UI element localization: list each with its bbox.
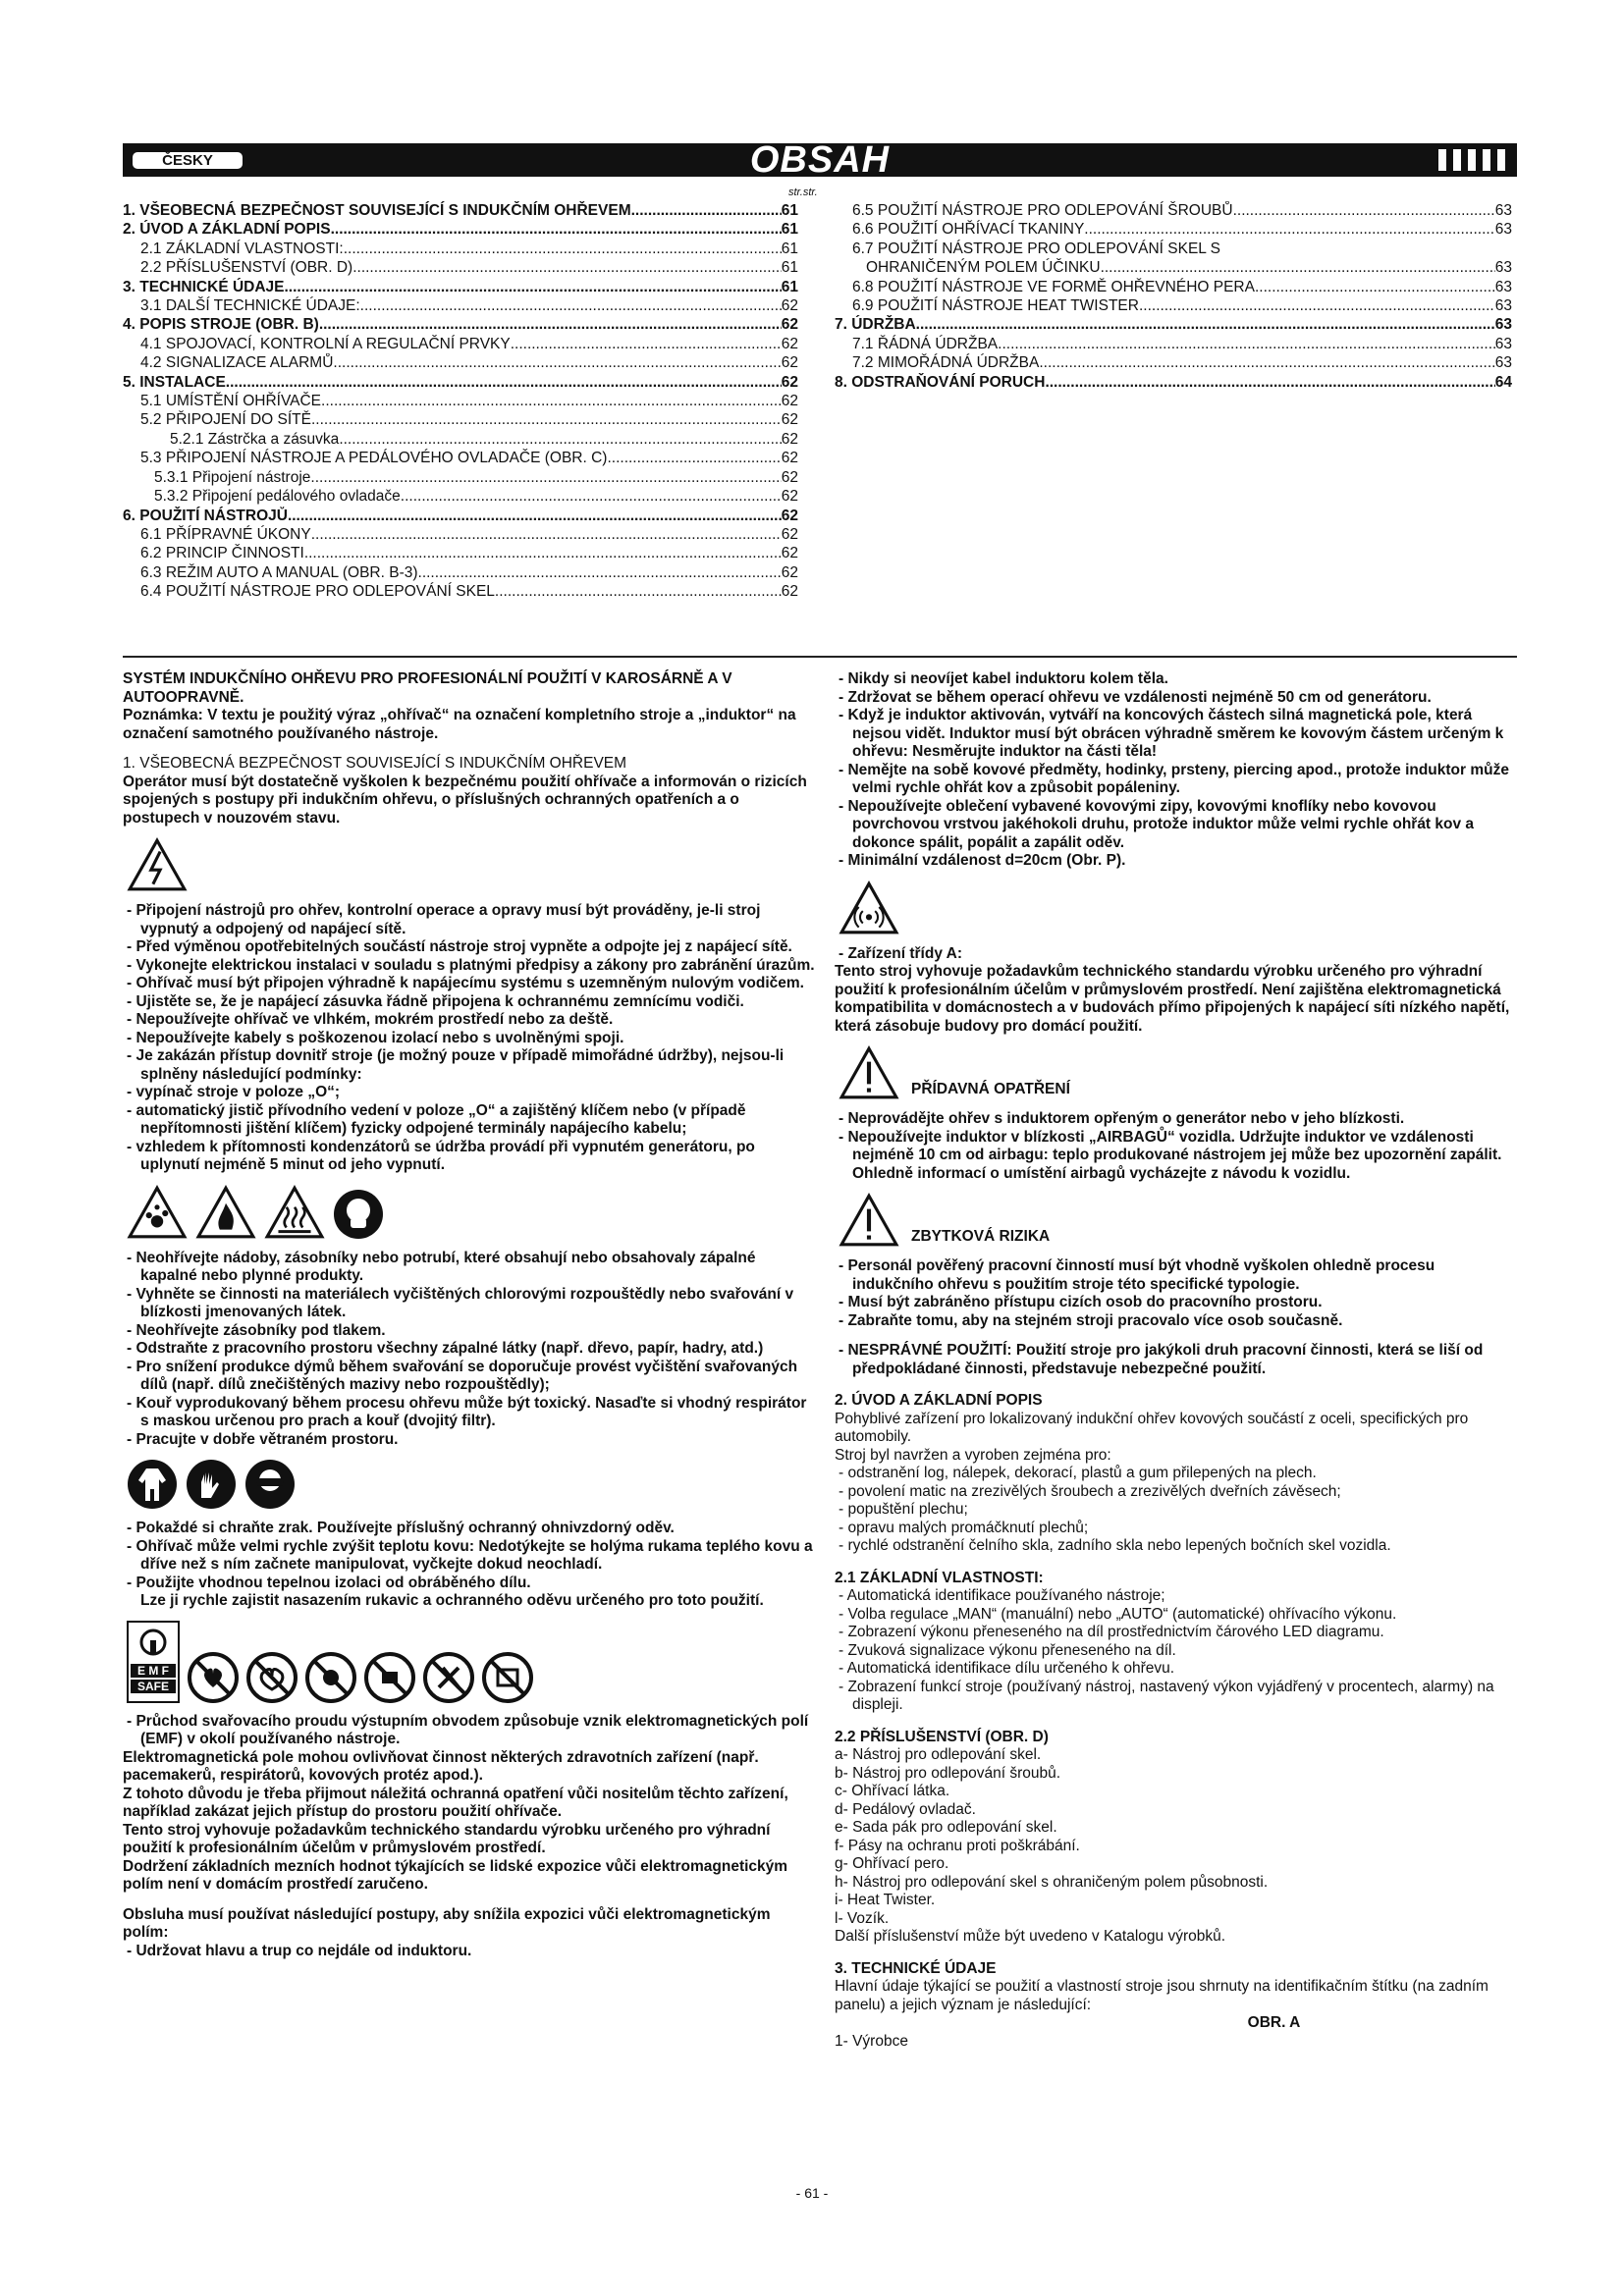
list-item: - Volba regulace „MAN“ (manuální) nebo „AUTO“ (automatické) ohřívacího výkonu. — [839, 1605, 1397, 1623]
no-heart-device-icon — [246, 1652, 298, 1703]
toc-leader-dots — [1255, 278, 1495, 296]
toc-entry — [123, 258, 798, 277]
list-item: - Zdržovat se během operací ohřevu ve vzdálenosti nejméně 50 cm od generátoru. — [839, 688, 1432, 706]
toc-entry — [123, 240, 798, 258]
list-item: - Nepoužívejte ohřívač ve vlhkém, mokrém prostředí nebo za deště. — [127, 1011, 614, 1028]
warning-heading: ZBYTKOVÁ RIZIKA — [911, 1227, 1051, 1245]
toc-entry-page: 63 — [1494, 259, 1512, 277]
toc-entry-page: 64 — [1494, 373, 1512, 391]
toc-leader-dots — [495, 582, 782, 601]
toc-leader-dots — [311, 525, 782, 544]
electric-shock-warning-icon — [127, 837, 188, 892]
list-item: - Musí být zabráněno přístupu cizích osob do pracovního prostoru. — [839, 1294, 1323, 1310]
toc-entry-label: 6.5 POUŽITÍ NÁSTROJE PRO ODLEPOVÁNÍ ŠROUBŮ — [852, 202, 1233, 219]
toc-entry-label: 5.3.2 Připojení pedálového ovladače — [154, 488, 401, 506]
paragraph: Poznámka: V textu je použitý výraz „ohřívač“ na označení kompletního stroje a „induktor“ na označení samotného používaného nástroje. — [123, 707, 796, 742]
safety-icons — [839, 881, 1517, 935]
spacer — [835, 1330, 1517, 1342]
toc-entry-page: 62 — [781, 488, 798, 506]
toc-entry — [835, 373, 1512, 392]
list-item: - Kouř vyprodukovaný během procesu ohřevu může být toxický. Nasaďte si vhodný respirátor s maskou určenou pro prach a kouř (dvojitý filtr). — [127, 1394, 807, 1429]
list-item: - popuštění plechu; — [839, 1501, 968, 1518]
list-item: - Vyhněte se činnosti na materiálech vyčištěných chlorovými rozpouštědly nebo svařování v blízkosti jmenovaných látek. — [127, 1285, 794, 1320]
list-item: - Zobrazení výkonu přeneseného na díl prostřednictvím čárového LED diagramu. — [839, 1624, 1384, 1640]
toc-leader-dots — [310, 468, 781, 487]
paragraph: Tento stroj vyhovuje požadavkům technického standardu výrobku určeného pro výhradní použití k profesionálním účelům v průmyslovém prostředí. Není zajištěna elektromagnetická kompatibilita v domácnostech a v budovách přímo připojených k napájecí síti nízkého napětí, která zásobuje budovy pro domácí použití. — [835, 963, 1510, 1035]
section-divider — [123, 656, 1517, 658]
toc-leader-dots — [352, 258, 782, 277]
safety-icons — [127, 1185, 815, 1240]
toc-entry-label: 6. POUŽITÍ NÁSTROJŮ — [123, 507, 288, 524]
toc-entry-page: 62 — [781, 507, 798, 524]
list-item: - Udržovat hlavu a trup co nejdále od induktoru. — [127, 1942, 472, 1959]
toc-entry-page: 61 — [781, 240, 798, 257]
toc-entry-label: 2. ÚVOD A ZÁKLADNÍ POPIS — [123, 221, 331, 239]
toc-entry — [123, 487, 798, 506]
toc-entry — [835, 296, 1512, 315]
list-item: - Pro snížení produkce dýmů během svařování se doporučuje provést vyčištění svařovaných dílů (např. dílů znečištěných mazivy nebo rozpouštědly); — [127, 1358, 798, 1393]
toc-leader-dots — [1084, 220, 1494, 239]
toc-leader-dots — [1045, 373, 1494, 392]
list-item: - odstranění log, nálepek, dekorací, plastů a gum přilepených na plech. — [839, 1465, 1317, 1481]
toc-entry — [835, 220, 1512, 239]
toc-entry-label: 5. INSTALACE — [123, 373, 226, 391]
list-item: - Nepoužívejte induktor v blízkosti „AIRBAGŮ“ vozidla. Udržujte induktor ve vzdálenosti nejméně 10 cm od airbagu: teplo produkované nástrojem jej může bez upozornění zapálit. Ohledně informací o umístění airbagů vycházejte z návodu k vozidlu. — [839, 1128, 1502, 1182]
no-watches-icon — [364, 1652, 415, 1703]
svg-text:SAFE: SAFE — [136, 1679, 170, 1693]
list-item: - Automatická identifikace používaného nástroje; — [839, 1587, 1165, 1604]
flammable-warning-icon — [195, 1185, 256, 1240]
no-metal-implants-icon — [305, 1652, 356, 1703]
list-item: - Zvuková signalizace výkonu přeneseného na díl. — [839, 1641, 1176, 1659]
list-item: - Zařízení třídy A: — [839, 944, 963, 962]
list-item: - Odstraňte z pracovního prostoru všechny zápalné látky (např. dřevo, papír, hadry, atd.) — [127, 1340, 764, 1357]
toc-entry-label: 5.2 PŘIPOJENÍ DO SÍTĚ — [140, 411, 311, 429]
toc-leader-dots — [333, 353, 781, 372]
toc-entry — [835, 335, 1512, 353]
list-item: - Neohřívejte nádoby, zásobníky nebo potrubí, které obsahují nebo obsahovaly zápalné kapalné nebo plynné produkty. — [127, 1249, 756, 1284]
list-item: - Ohřívač může velmi rychle zvýšit teplotu kovu: Nedotýkejte se holýma rukama teplého kovu a dříve než s ním začnete manipulovat, vyčkejte dokud neochladí. — [127, 1537, 813, 1573]
toc-entry — [123, 507, 798, 525]
toc-entry — [835, 240, 1512, 258]
list-item: - Ujistěte se, že je napájecí zásuvka řádně připojena k ochrannému zemnícímu vodiči. — [127, 992, 744, 1010]
section-heading: 2.1 ZÁKLADNÍ VLASTNOSTI: — [835, 1569, 1044, 1586]
list-item: - vypínač stroje v poloze „O“; — [127, 1084, 341, 1100]
paragraph: e- Sada pák pro odlepování skel. — [835, 1819, 1057, 1836]
page-number: - 61 - — [795, 2185, 829, 2201]
paragraph: 1- Výrobce — [835, 2032, 908, 2050]
paragraph: c- Ohřívací látka. — [835, 1783, 950, 1799]
toc-entry — [835, 278, 1512, 296]
toc-entry-label: 2.1 ZÁKLADNÍ VLASTNOSTI: — [140, 240, 344, 257]
list-item: - Neohřívejte zásobníky pod tlakem. — [127, 1321, 386, 1339]
gloves-mandatory-icon — [186, 1459, 237, 1510]
safety-icons — [127, 837, 815, 892]
toc-leader-dots — [344, 240, 782, 258]
list-item: - automatický jistič přívodního vedení v poloze „O“ a zajištěný klíčem nebo (v případě nepřítomnosti jištění klíčem) fyzicky odpojené terminály napájecího kabelu; — [127, 1101, 746, 1137]
toc-entry-label: 7.2 MIMOŘÁDNÁ ÚDRŽBA — [852, 354, 1040, 372]
list-item: - Když je induktor aktivován, vytváří na koncových částech silná magnetická pole, která nejsou vidět. Induktor musí být obrácen výhradně směrem ke kovovým částem určeným k ohřevu: Nesměrujte induktor na části těla! — [839, 707, 1504, 760]
toc-entry-label: 8. ODSTRAŇOVÁNÍ PORUCH — [835, 373, 1046, 391]
svg-text:E M F: E M F — [137, 1663, 169, 1678]
toc-entry-label: 2.2 PŘÍSLUŠENSTVÍ (OBR. D) — [140, 259, 353, 277]
list-item: - Použijte vhodnou tepelnou izolaci od obráběného dílu. — [127, 1574, 531, 1591]
paragraph: i- Heat Twister. — [835, 1892, 936, 1908]
toc-entry-page: 63 — [1494, 316, 1512, 334]
toc-leader-dots — [916, 315, 1495, 334]
list-item: - opravu malých promáčknutí plechů; — [839, 1519, 1089, 1536]
toc-entry-label: 6.9 POUŽITÍ NÁSTROJE HEAT TWISTER — [852, 297, 1139, 315]
toc-entry-label: 4. POPIS STROJE (OBR. B) — [123, 316, 319, 334]
toc-entry-page: 61 — [781, 259, 798, 277]
toc-leader-dots — [339, 430, 781, 449]
toc-entry — [123, 201, 798, 220]
spacer — [123, 743, 815, 755]
list-item: - Personál pověřený pracovní činností musí být vhodně vyškolen ohledně procesu indukčního ohřevu s použitím stroje této specifické typologie. — [839, 1257, 1435, 1293]
toc-entry-page: 62 — [781, 468, 798, 486]
toc-leader-dots — [288, 507, 782, 525]
paragraph: h- Nástroj pro odlepování skel s ohraničeným polem působnosti. — [835, 1873, 1269, 1891]
toc-leader-dots — [607, 449, 781, 467]
paragraph: b- Nástroj pro odlepování šroubů. — [835, 1764, 1061, 1782]
toc-entry-page: 62 — [781, 563, 798, 581]
toc-leader-dots — [1233, 201, 1495, 220]
toc-entry-label: 6.8 POUŽITÍ NÁSTROJE VE FORMĚ OHŘEVNÉHO PERA — [852, 278, 1255, 295]
safety-icons — [127, 1621, 815, 1703]
toc-entry-page: 62 — [781, 335, 798, 352]
toc-entry — [123, 563, 798, 582]
toc-leader-dots — [285, 278, 782, 296]
toc-entry — [835, 201, 1512, 220]
toc-entry-page: 62 — [781, 525, 798, 543]
paragraph: SYSTÉM INDUKČNÍHO OHŘEVU PRO PROFESIONÁLNÍ POUŽITÍ V KAROSÁRNĚ A V AUTOOPRAVNĚ. — [123, 670, 732, 706]
toc-leader-dots — [401, 487, 782, 506]
list-item: - Vykonejte elektrickou instalaci v souladu s platnými předpisy a zákony pro zabránění úrazům. — [127, 956, 815, 974]
toc-entry — [123, 410, 798, 429]
explosion-warning-icon — [127, 1185, 188, 1240]
toc-leader-dots — [998, 335, 1495, 353]
toc-leader-dots — [319, 315, 782, 334]
toc-entry-label: 6.3 REŽIM AUTO A MANUAL (OBR. B-3) — [140, 563, 418, 581]
list-item: - NESPRÁVNÉ POUŽITÍ: Použití stroje pro jakýkoli druh pracovní činnosti, která se liší od předpokládané činnosti, představuje nebezpečné použití. — [839, 1342, 1484, 1377]
list-item: - Zabraňte tomu, aby na stejném stroji pracovalo více osob současně. — [839, 1311, 1343, 1329]
toc-entry — [123, 278, 798, 296]
list-item: - povolení matic na zrezivělých šroubech a zrezivělých dveřních závěsech; — [839, 1482, 1341, 1500]
paragraph: Dodržení základních mezních hodnot týkajících se lidské expozice vůči elektromagnetickým polím není v domácím prostředí zaručeno. — [123, 1857, 788, 1893]
toc-entry-page: 61 — [781, 221, 798, 239]
toc-entry — [123, 392, 798, 410]
spacer — [123, 1895, 815, 1906]
toc-entry — [835, 258, 1512, 277]
paragraph: 1. VŠEOBECNÁ BEZPEČNOST SOUVISEJÍCÍ S INDUKČNÍM OHŘEVEM — [123, 755, 627, 772]
toc-entry-page: 62 — [781, 430, 798, 448]
page-title: OBSAH — [749, 139, 891, 181]
right-column — [835, 670, 1517, 2051]
toc-entry-page: 63 — [1494, 202, 1512, 219]
safety-icons — [127, 1459, 815, 1510]
protective-clothing-mandatory-icon — [127, 1459, 178, 1510]
list-item: - Pokaždé si chraňte zrak. Používejte příslušný ochranný ohnivzdorný oděv. — [127, 1520, 675, 1536]
emf-safe-badge-icon — [127, 1621, 180, 1703]
toc-entry — [123, 544, 798, 562]
toc-entry — [123, 373, 798, 392]
toc-entry — [123, 582, 798, 601]
list-item: - Připojení nástrojů pro ohřev, kontrolní operace a opravy musí být prováděny, je-li stroj vypnutý a odpojený od napájecí sítě. — [127, 902, 761, 937]
toc-entry-page: 62 — [781, 354, 798, 372]
list-item: - Neprovádějte ohřev s induktorem opřeným o generátor nebo v jeho blízkosti. — [839, 1110, 1405, 1127]
list-item: - Nikdy si neovíjet kabel induktoru kolem těla. — [839, 670, 1168, 687]
no-magnetic-cards-icon — [482, 1652, 533, 1703]
toc-entry-label: 5.1 UMÍSTĚNÍ OHŘÍVAČE — [140, 393, 322, 410]
toc-entry — [123, 449, 798, 467]
paragraph: Elektromagnetická pole mohou ovlivňovat činnost některých zdravotních zařízení (např. pacemakerů, respirátorů, kovových protéz apod.). — [123, 1748, 759, 1784]
toc-leader-dots — [360, 296, 782, 315]
respirator-mandatory-icon — [333, 1189, 384, 1240]
toc-left — [123, 201, 798, 602]
safety-icons — [839, 1193, 1517, 1248]
paragraph: Z tohoto důvodu je třeba přijmout náležitá ochranná opatření vůči nositelům těchto zařízení, například zakázat jejich přístup do prostoru použití ohřívače. — [123, 1785, 788, 1820]
section-heading: 3. TECHNICKÉ ÚDAJE — [835, 1959, 997, 1977]
paragraph: Operátor musí být dostatečně vyškolen k bezpečnému použití ohřívače a informován o rizicích spojených s postupy při indukčním ohřevu, o příslušných ochranných opatřeních a o postupech v nouzovém stavu. — [123, 773, 807, 827]
paragraph: g- Ohřívací pero. — [835, 1855, 949, 1872]
toc-entry-label: OHRANIČENÝM POLEM ÚČINKU — [866, 259, 1101, 277]
list-item: - Průchod svařovacího proudu výstupním obvodem způsobuje vznik elektromagnetických polí (EMF) v okolí používaného nástroje. — [127, 1712, 809, 1747]
toc-entry-label: 3. TECHNICKÉ ÚDAJE — [123, 278, 285, 295]
list-item: - vzhledem k přítomnosti kondenzátorů se údržba provádí při vypnutém generátoru, po uplynutí nejméně 5 minut od jeho vypnutí. — [127, 1138, 755, 1173]
paragraph: OBR. A — [1247, 2014, 1301, 2031]
list-item: - Před výměnou opotřebitelných součástí nástroje stroj vypněte a odpojte jej z napájecí sítě. — [127, 938, 792, 955]
toc-entry-page: 62 — [781, 583, 798, 601]
paragraph: f- Pásy na ochranu proti poškrábání. — [835, 1837, 1080, 1854]
page-column-label: str.str. — [788, 187, 818, 198]
toc-entry-page: 63 — [1494, 354, 1512, 372]
toc-entry — [123, 296, 798, 315]
toc-entry-label: 4.2 SIGNALIZACE ALARMŮ — [140, 354, 334, 372]
toc-right — [835, 201, 1512, 392]
list-item: - Nemějte na sobě kovové předměty, hodinky, prsteny, piercing apod., protože induktor může velmi rychle ohřát kov a způsobit popáleniny. — [839, 761, 1509, 796]
header-bar — [123, 139, 1517, 181]
toc-entry — [123, 315, 798, 334]
toc-entry-label: 6.7 POUŽITÍ NÁSTROJE PRO ODLEPOVÁNÍ SKEL S — [852, 240, 1220, 257]
toc-entry — [835, 353, 1512, 372]
toc-entry-page: 62 — [781, 316, 798, 334]
toc-entry-page: 62 — [781, 393, 798, 410]
toc-entry-label: 6.4 POUŽITÍ NÁSTROJE PRO ODLEPOVÁNÍ SKEL — [140, 583, 495, 601]
toc-leader-dots — [1139, 296, 1495, 315]
header-bars-decoration — [1438, 149, 1505, 171]
toc-entry-label: 6.2 PRINCIP ČINNOSTI — [140, 545, 304, 562]
paragraph: Lze ji rychle zajistit nasazením rukavic a ochranného oděvu určeného pro toto použití. — [140, 1592, 764, 1609]
toc-entry-label: 4.1 SPOJOVACÍ, KONTROLNÍ A REGULAČNÍ PRVKY — [140, 335, 511, 352]
toc-entry-page: 63 — [1494, 297, 1512, 315]
toc-entry — [835, 315, 1512, 334]
warning-icon — [839, 1045, 899, 1100]
warning-icon — [839, 1193, 899, 1248]
toc-leader-dots — [311, 410, 782, 429]
toc-leader-dots — [1039, 353, 1494, 372]
paragraph: Tento stroj vyhovuje požadavkům technického standardu výrobku určeného pro výhradní použití k profesionálním účelům v průmyslovém prostředí. — [123, 1821, 771, 1856]
left-column — [123, 670, 815, 1960]
toc-leader-dots — [304, 544, 782, 562]
toc-leader-dots — [631, 201, 782, 220]
toc-leader-dots — [511, 335, 782, 353]
eye-protection-mandatory-icon — [244, 1459, 296, 1510]
toc-entry-page: 63 — [1494, 335, 1512, 352]
toc-entry-label: 5.2.1 Zástrčka a zásuvka — [170, 430, 340, 448]
no-pacemaker-icon — [188, 1652, 239, 1703]
toc-entry-label: 7.1 ŘÁDNÁ ÚDRŽBA — [852, 335, 999, 352]
toc-leader-dots — [331, 220, 782, 239]
paragraph: l- Vozík. — [835, 1909, 890, 1927]
toc-entry-label: 3.1 DALŠÍ TECHNICKÉ ÚDAJE: — [140, 297, 360, 315]
paragraph: a- Nástroj pro odlepování skel. — [835, 1746, 1042, 1763]
toc-leader-dots — [321, 392, 782, 410]
section-heading: 2.2 PŘÍSLUŠENSTVÍ (OBR. D) — [835, 1728, 1049, 1745]
paragraph: Další příslušenství může být uvedeno v Katalogu výrobků. — [835, 1928, 1226, 1945]
toc-entry-page: 62 — [781, 545, 798, 562]
list-item: - Ohřívač musí být připojen výhradně k napájecímu systému s uzemněným nulovým vodičem. — [127, 975, 804, 991]
toc-entry-page: 63 — [1494, 278, 1512, 295]
list-item: - Minimální vzdálenost d=20cm (Obr. P). — [839, 852, 1126, 869]
toc-entry — [123, 525, 798, 544]
toc-entry-label: 5.3.1 Připojení nástroje — [154, 468, 311, 486]
toc-leader-dots — [226, 373, 782, 392]
toc-entry-label: 5.3 PŘIPOJENÍ NÁSTROJE A PEDÁLOVÉHO OVLADAČE (OBR. C) — [140, 450, 608, 467]
section-heading: 2. ÚVOD A ZÁKLADNÍ POPIS — [835, 1392, 1043, 1409]
list-item: - Pracujte v dobře větraném prostoru. — [127, 1430, 399, 1448]
toc-entry-label: 1. VŠEOBECNÁ BEZPEČNOST SOUVISEJÍCÍ S INDUKČNÍM OHŘEVEM — [123, 202, 631, 219]
toc-entry — [123, 468, 798, 487]
toc-entry — [123, 353, 798, 372]
language-badge: ČESKY — [133, 152, 243, 169]
no-tools-icon — [423, 1652, 474, 1703]
toc-entry-label: 6.6 POUŽITÍ OHŘÍVACÍ TKANINY — [852, 221, 1085, 239]
paragraph: d- Pedálový ovladač. — [835, 1800, 976, 1818]
toc-entry-label: 6.1 PŘÍPRAVNÉ ÚKONY — [140, 525, 311, 543]
warning-heading: PŘÍDAVNÁ OPATŘENÍ — [911, 1080, 1070, 1097]
toc-entry-page: 62 — [781, 450, 798, 467]
toc-entry-page: 62 — [781, 297, 798, 315]
hot-surface-warning-icon — [264, 1185, 325, 1240]
list-item: - Automatická identifikace dílu určeného k ohřevu. — [839, 1660, 1175, 1677]
list-item: - Je zakázán přístup dovnitř stroje (je možný pouze v případě mimořádné údržby), nejsou-li splněny následující podmínky: — [127, 1047, 785, 1083]
toc-entry-page: 62 — [781, 373, 798, 391]
toc-entry-page: 61 — [781, 202, 798, 219]
list-item: - Nepoužívejte kabely s poškozenou izolací nebo s uvolněnými spoji. — [127, 1029, 624, 1046]
paragraph: Pohyblivé zařízení pro lokalizovaný indukční ohřev kovových součástí z oceli, specifických pro automobily. — [835, 1410, 1469, 1445]
paragraph: Stroj byl navržen a vyroben zejména pro: — [835, 1446, 1111, 1464]
toc-entry — [123, 430, 798, 449]
list-item: - Nepoužívejte oblečení vybavené kovovými zipy, kovovými knoflíky nebo kovovou povrchovou vrstvou jakéhokoli druhu, protože induktor může velmi rychle ohřát kov a dokonce spálit, popálit a zapálit oděv. — [839, 797, 1475, 851]
list-item: - Zobrazení funkcí stroje (používaný nástroj, nastavený výkon vyjádřený v procentech, alarmy) na displeji. — [839, 1678, 1494, 1713]
toc-entry — [123, 335, 798, 353]
toc-entry-page: 61 — [781, 278, 798, 295]
toc-leader-dots — [418, 563, 782, 582]
paragraph: Obsluha musí používat následující postupy, aby snížila expozici vůči elektromagnetickým polím: — [123, 1905, 771, 1941]
toc-entry-page: 62 — [781, 411, 798, 429]
list-item: - rychlé odstranění čelního skla, zadního skla nebo lepených bočních skel vozidla. — [839, 1537, 1391, 1554]
toc-entry — [123, 220, 798, 239]
paragraph: Hlavní údaje týkající se použití a vlastností stroje jsou shrnuty na identifikačním štítku (na zadním panelu) a jejich význam je následující: — [835, 1978, 1489, 2013]
toc-entry-page: 63 — [1494, 221, 1512, 239]
electromagnetic-radiation-warning-icon — [839, 881, 899, 935]
toc-leader-dots — [1101, 258, 1495, 277]
toc-entry-label: 7. ÚDRŽBA — [835, 316, 916, 334]
safety-icons — [839, 1045, 1517, 1100]
